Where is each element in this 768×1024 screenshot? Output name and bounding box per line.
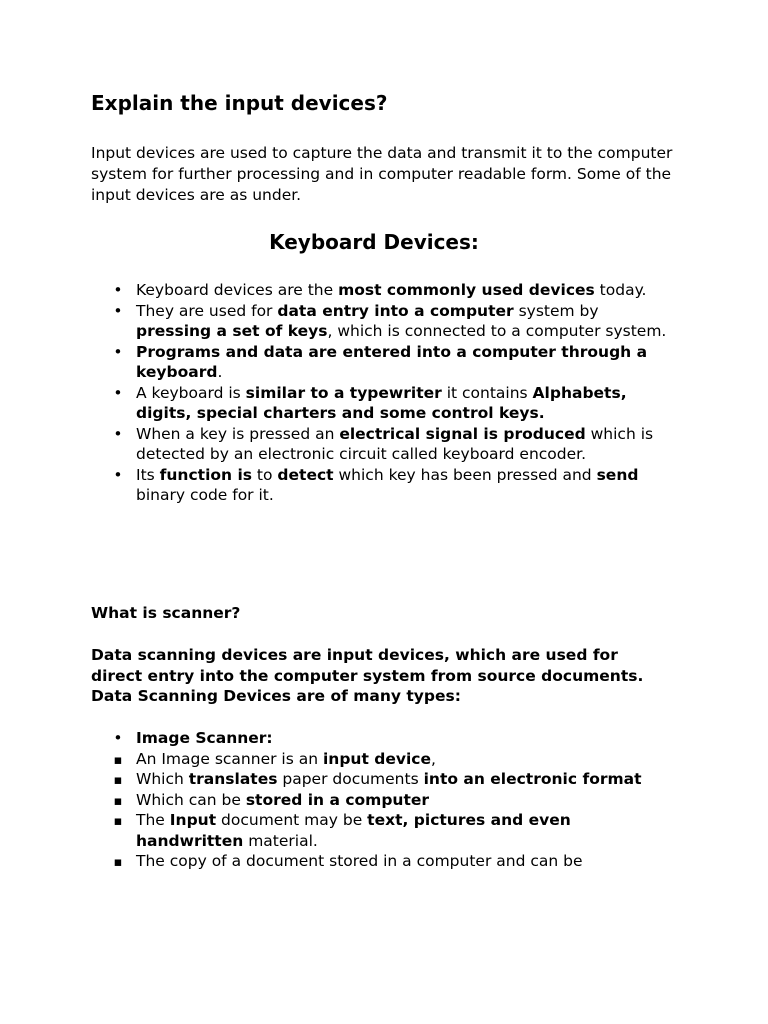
bold-text: function is: [159, 465, 252, 484]
bold-text: most commonly used devices: [338, 281, 595, 299]
bold-text: input device: [322, 749, 431, 768]
text-run: Its: [136, 465, 160, 484]
bullet-icon: [111, 383, 125, 404]
list-item: [91, 769, 671, 790]
text-run: which is detected by an electronic circuit called keyboard encoder.: [136, 424, 654, 463]
keyboard-devices-list: [91, 280, 671, 506]
text-run: A keyboard is: [136, 383, 246, 402]
text-run: paper documents: [277, 770, 424, 788]
bold-text: Programs and data are entered into a computer through a keyboard: [136, 342, 648, 381]
text-run: Which can be: [136, 790, 246, 809]
keyboard-devices-heading: Keyboard Devices:: [269, 230, 479, 254]
text-run: .: [217, 363, 223, 381]
text-run: to: [252, 465, 278, 484]
bold-text: electrical signal is produced: [339, 424, 586, 443]
list-item: [91, 280, 671, 301]
bold-text: similar to a typewriter: [245, 383, 442, 402]
text-run: Which: [136, 770, 189, 788]
bold-text: translates: [188, 770, 278, 788]
scanner-paragraph: Data scanning devices are input devices, which are used for direct entry into the computer system from source documents. Data Scanning Devices are of many types:: [91, 646, 644, 705]
bold-text: send: [596, 465, 639, 484]
list-item: [91, 810, 671, 851]
scanner-question: What is scanner?: [91, 604, 241, 622]
image-scanner-list: [91, 728, 671, 872]
list-item: [91, 790, 671, 811]
bold-text: data entry into a computer: [277, 301, 514, 320]
bullet-icon: [111, 424, 125, 445]
intro-paragraph: Input devices are used to capture the data and transmit it to the computer system for further processing and in computer readable form. Some of the input devices are as under.: [91, 144, 673, 204]
bullet-icon: [111, 280, 125, 301]
list-item: [91, 301, 671, 342]
list-item: [91, 851, 671, 872]
bullet-icon: [111, 465, 125, 486]
list-item: [91, 383, 671, 424]
text-run: An Image scanner is an: [136, 749, 323, 768]
document-title: Explain the input devices?: [91, 91, 388, 115]
text-run: document may be: [216, 811, 368, 829]
bullet-icon: [111, 810, 125, 833]
text-run: binary code for it.: [136, 486, 274, 504]
list-item: [91, 728, 671, 749]
list-item: [91, 465, 671, 506]
text-run: Keyboard devices are the: [136, 281, 339, 299]
text-run: material.: [243, 831, 318, 850]
text-run: it contains: [441, 383, 533, 402]
bold-text: Alphabets, digits, special charters and some control keys.: [136, 383, 627, 422]
bold-text: into an electronic format: [423, 770, 642, 788]
text-run: which key has been pressed and: [333, 465, 597, 484]
text-run: They are used for: [136, 301, 278, 320]
list-item: [91, 749, 671, 770]
text-run: today.: [594, 281, 647, 299]
text-run: system by: [513, 301, 599, 320]
bullet-icon: [111, 749, 125, 772]
text-run: The: [136, 811, 170, 829]
bullet-icon: [111, 769, 125, 792]
bold-text: stored in a computer: [245, 790, 430, 809]
bullet-icon: [111, 342, 125, 363]
bold-text: detect: [277, 465, 334, 484]
text-run: The copy of a document stored in a computer and can be: [136, 852, 583, 870]
bullet-icon: [111, 728, 125, 749]
text-run: , which is connected to a computer system.: [327, 322, 667, 340]
bullet-icon: [111, 301, 125, 322]
bold-text: text, pictures and even handwritten: [136, 811, 571, 850]
list-item: [91, 424, 671, 465]
text-run: ,: [430, 749, 436, 768]
bold-text: Image Scanner:: [136, 729, 273, 747]
bold-text: Input: [169, 811, 217, 829]
bold-text: pressing a set of keys: [136, 322, 328, 340]
list-item: [91, 342, 671, 383]
text-run: When a key is pressed an: [136, 424, 340, 443]
bullet-icon: [111, 790, 125, 813]
bullet-icon: [111, 851, 125, 874]
